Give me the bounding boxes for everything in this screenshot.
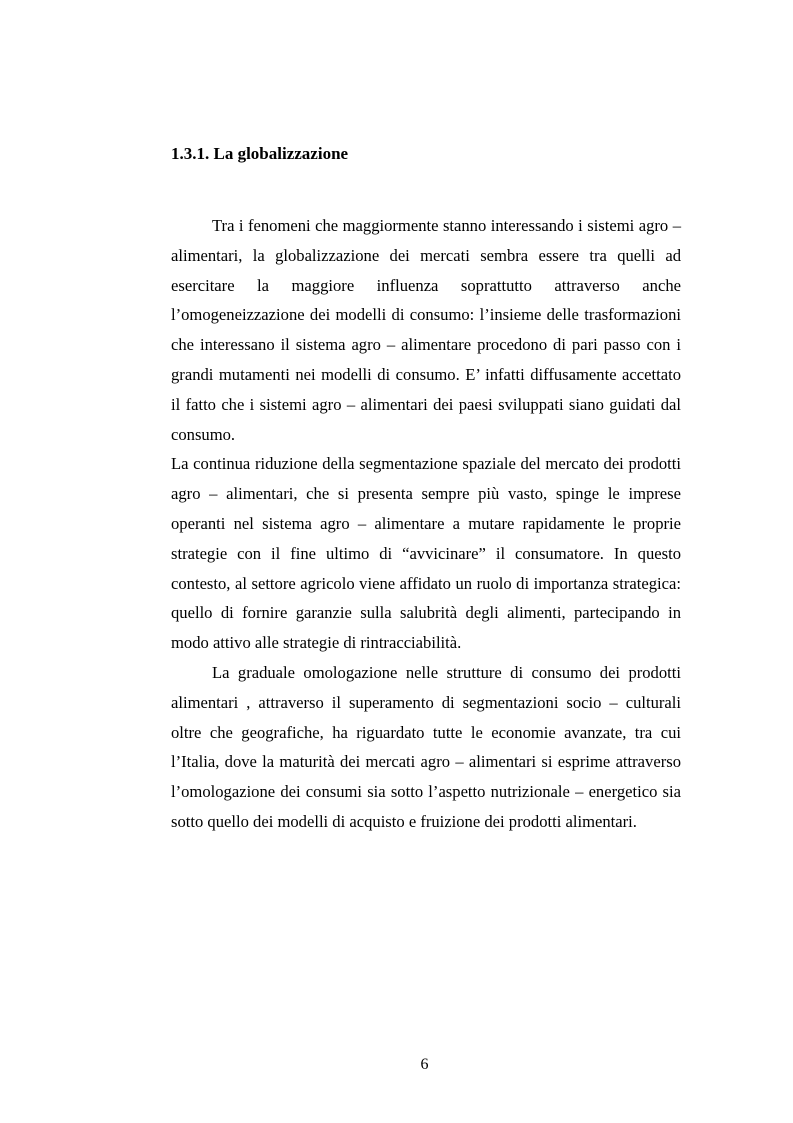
paragraph-3: La graduale omologazione nelle strutture di consumo dei prodotti alimentari , attraverso il superamento di segmentazioni socio – culturali oltre che geografiche, ha riguardato tutte le economie avanzate, tra cui l’Italia, dove la maturità dei mercati agro – alimentari si esprime attraverso l’omologazione dei consumi sia sotto l’aspetto nutrizionale – energetico sia sotto quello dei modelli di acquisto e fruizione dei prodotti alimentari. [171, 662, 681, 831]
paragraph-2: La continua riduzione della segmentazione spaziale del mercato dei prodotti agro – alimentari, che si presenta sempre più vasto, spinge le imprese operanti nel sistema agro – alimentare a mutare rapidamente le proprie strategie con il fine ultimo di “avvicinare” il consumatore. In questo contesto, al settore agricolo viene affidato un ruolo di importanza strategica: quello di fornire garanzie sulla salubrità degli alimenti, partecipando in modo attivo alle strategie di rintracciabilità. [171, 454, 681, 653]
page-number: 6 [420, 1056, 429, 1073]
paragraph-1: Tra i fenomeni che maggiormente stanno interessando i sistemi agro – alimentari, la globalizzazione dei mercati sembra essere tra quelli ad esercitare la maggiore influenza soprattutto attraverso anche l’omogeneizzazione dei modelli di consumo: l’insieme delle trasformazioni che interessano il sistema agro – alimentare procedono di pari passo con i grandi mutamenti nei modelli di consumo. E’ infatti diffusamente accettato il fatto che i sistemi agro – alimentari dei paesi sviluppati siano guidati dal consumo. [171, 216, 681, 444]
section-title: 1.3.1. La globalizzazione [171, 144, 349, 163]
body-text [171, 211, 681, 837]
